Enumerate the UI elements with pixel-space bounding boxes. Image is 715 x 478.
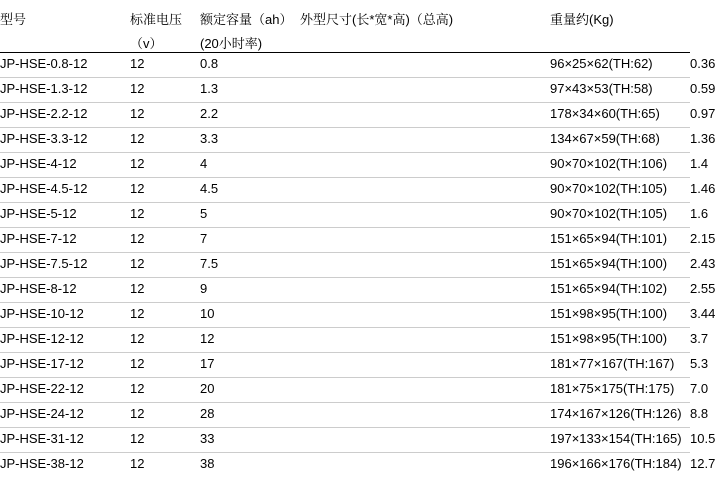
cell-spacer — [300, 253, 550, 278]
cell-model: JP-HSE-12-12 — [0, 328, 130, 353]
column-header-capacity-label: 额定容量（ah） — [200, 12, 293, 27]
cell-dimensions: 90×70×102(TH:105) — [550, 178, 690, 203]
cell-dimensions: 151×65×94(TH:101) — [550, 228, 690, 253]
table-row: JP-HSE-24-12 12 28 174×167×126(TH:126) 8.8 — [0, 403, 690, 428]
table-row: JP-HSE-4-12 12 4 90×70×102(TH:106) 1.4 — [0, 153, 690, 178]
cell-model: JP-HSE-8-12 — [0, 278, 130, 303]
cell-spacer — [300, 303, 550, 328]
cell-dimensions: 97×43×53(TH:58) — [550, 78, 690, 103]
cell-spacer — [300, 228, 550, 253]
cell-voltage: 12 — [130, 53, 200, 78]
column-header-dimensions-label: 外型尺寸(长*宽*高)（总高) — [300, 12, 454, 27]
cell-voltage: 12 — [130, 303, 200, 328]
cell-model: JP-HSE-22-12 — [0, 378, 130, 403]
cell-spacer — [300, 328, 550, 353]
cell-dimensions: 134×67×59(TH:68) — [550, 128, 690, 153]
column-header-voltage — [130, 0, 200, 53]
cell-capacity: 0.8 — [200, 53, 300, 78]
cell-voltage: 12 — [130, 203, 200, 228]
cell-spacer — [300, 203, 550, 228]
cell-model: JP-HSE-3.3-12 — [0, 128, 130, 153]
cell-capacity: 4 — [200, 153, 300, 178]
table-header — [0, 0, 690, 53]
cell-capacity: 38 — [200, 456, 215, 471]
table-row: JP-HSE-10-12 12 10 151×98×95(TH:100) 3.44 — [0, 303, 690, 328]
cell-dimensions: 197×133×154(TH:165) — [550, 428, 690, 453]
cell-voltage: 12 — [130, 378, 200, 403]
cell-spacer — [300, 128, 550, 153]
cell-spacer — [300, 178, 550, 203]
cell-model: JP-HSE-31-12 — [0, 428, 130, 453]
cell-model: JP-HSE-4-12 — [0, 153, 130, 178]
column-header-weight — [550, 0, 690, 53]
cell-voltage: 12 — [130, 78, 200, 103]
column-header-weight-label: 重量约(Kg) — [550, 12, 614, 27]
column-header-voltage-label: 标准电压 — [130, 12, 183, 27]
cell-capacity: 17 — [200, 353, 300, 378]
table-row: JP-HSE-7.5-12 12 7.5 151×65×94(TH:100) 2.43 — [0, 253, 690, 278]
cell-model: JP-HSE-2.2-12 — [0, 103, 130, 128]
cell-capacity: 3.3 — [200, 128, 300, 153]
cell-capacity: 7 — [200, 228, 300, 253]
cell-capacity: 5 — [200, 203, 300, 228]
cell-voltage: 12 — [130, 103, 200, 128]
table-row: JP-HSE-22-12 12 20 181×75×175(TH:175) 7.0 — [0, 378, 690, 403]
table-row: JP-HSE-17-12 12 17 181×77×167(TH:167) 5.3 — [0, 353, 690, 378]
cell-capacity: 12 — [200, 328, 300, 353]
cell-capacity: 33 — [200, 428, 300, 453]
cell-dimensions: 151×65×94(TH:102) — [550, 278, 690, 303]
cell-dimensions: 90×70×102(TH:105) — [550, 203, 690, 228]
table-row: JP-HSE-5-12 12 5 90×70×102(TH:105) 1.6 — [0, 203, 690, 228]
cell-capacity: 20 — [200, 378, 300, 403]
cell-spacer — [300, 103, 550, 128]
cell-voltage: 12 — [130, 128, 200, 153]
cell-spacer — [300, 353, 550, 378]
cell-spacer — [300, 428, 550, 453]
cell-dimensions: 151×98×95(TH:100) — [550, 303, 690, 328]
cell-voltage: 12 — [130, 456, 145, 471]
cell-capacity: 4.5 — [200, 178, 300, 203]
cell-voltage: 12 — [130, 253, 200, 278]
cell-capacity: 9 — [200, 278, 300, 303]
cell-dimensions: 96×25×62(TH:62) — [550, 53, 690, 78]
cell-spacer — [300, 53, 550, 78]
cell-capacity: 10 — [200, 303, 300, 328]
table-row: JP-HSE-8-12 12 9 151×65×94(TH:102) 2.55 — [0, 278, 690, 303]
cell-dimensions: 174×167×126(TH:126) — [550, 403, 690, 428]
cell-spacer — [300, 378, 550, 403]
table-body — [0, 53, 715, 478]
cell-capacity: 7.5 — [200, 253, 300, 278]
table-row: JP-HSE-0.8-12 12 0.8 96×25×62(TH:62) 0.36 — [0, 53, 690, 78]
cell-model: JP-HSE-10-12 — [0, 303, 130, 328]
cell-capacity: 28 — [200, 403, 300, 428]
cell-spacer — [300, 78, 550, 103]
cell-dimensions: 196×166×176(TH:184) — [550, 456, 682, 471]
cell-capacity: 1.3 — [200, 78, 300, 103]
table-row: JP-HSE-3.3-12 12 3.3 134×67×59(TH:68) 1.36 — [0, 128, 690, 153]
cell-voltage: 12 — [130, 278, 200, 303]
column-header-model — [0, 0, 130, 53]
cell-dimensions: 90×70×102(TH:106) — [550, 153, 690, 178]
cell-spacer — [300, 153, 550, 178]
table-header-row — [0, 0, 690, 53]
cell-model: JP-HSE-24-12 — [0, 403, 130, 428]
table-row: JP-HSE-1.3-12 12 1.3 97×43×53(TH:58) 0.59 — [0, 78, 690, 103]
cell-voltage: 12 — [130, 228, 200, 253]
cell-dimensions: 151×65×94(TH:100) — [550, 253, 690, 278]
column-header-capacity — [200, 0, 300, 53]
table-row: JP-HSE-31-12 12 33 197×133×154(TH:165) 10.5 — [0, 428, 690, 453]
table-row: JP-HSE-38-12 12 38 196×166×176(TH:184) 12.7 — [0, 453, 690, 478]
cell-model: JP-HSE-4.5-12 — [0, 178, 130, 203]
cell-dimensions: 151×98×95(TH:100) — [550, 328, 690, 353]
cell-voltage: 12 — [130, 328, 200, 353]
cell-model: JP-HSE-5-12 — [0, 203, 130, 228]
cell-model: JP-HSE-38-12 — [0, 456, 84, 471]
cell-model: JP-HSE-0.8-12 — [0, 53, 130, 78]
cell-model: JP-HSE-7.5-12 — [0, 253, 130, 278]
cell-capacity: 2.2 — [200, 103, 300, 128]
cell-model: JP-HSE-17-12 — [0, 353, 130, 378]
table-row: JP-HSE-12-12 12 12 151×98×95(TH:100) 3.7 — [0, 328, 690, 353]
cell-spacer — [300, 278, 550, 303]
cell-dimensions: 181×75×175(TH:175) — [550, 378, 690, 403]
column-header-model-label: 型号 — [0, 12, 27, 27]
column-header-capacity-note: (20小时率) — [200, 36, 263, 51]
cell-dimensions: 178×34×60(TH:65) — [550, 103, 690, 128]
cell-voltage: 12 — [130, 353, 200, 378]
table-row: JP-HSE-2.2-12 12 2.2 178×34×60(TH:65) 0.97 — [0, 103, 690, 128]
cell-spacer — [300, 403, 550, 428]
cell-model: JP-HSE-7-12 — [0, 228, 130, 253]
cell-voltage: 12 — [130, 403, 200, 428]
table-row: JP-HSE-4.5-12 12 4.5 90×70×102(TH:105) 1.46 — [0, 178, 690, 203]
cell-voltage: 12 — [130, 153, 200, 178]
cell-dimensions: 181×77×167(TH:167) — [550, 353, 690, 378]
column-header-dimensions — [300, 0, 550, 53]
cell-spacer — [300, 453, 550, 478]
column-header-voltage-unit: （v） — [130, 36, 163, 51]
table-row: JP-HSE-7-12 12 7 151×65×94(TH:101) 2.15 — [0, 228, 690, 253]
cell-voltage: 12 — [130, 428, 200, 453]
cell-voltage: 12 — [130, 178, 200, 203]
cell-model: JP-HSE-1.3-12 — [0, 78, 130, 103]
